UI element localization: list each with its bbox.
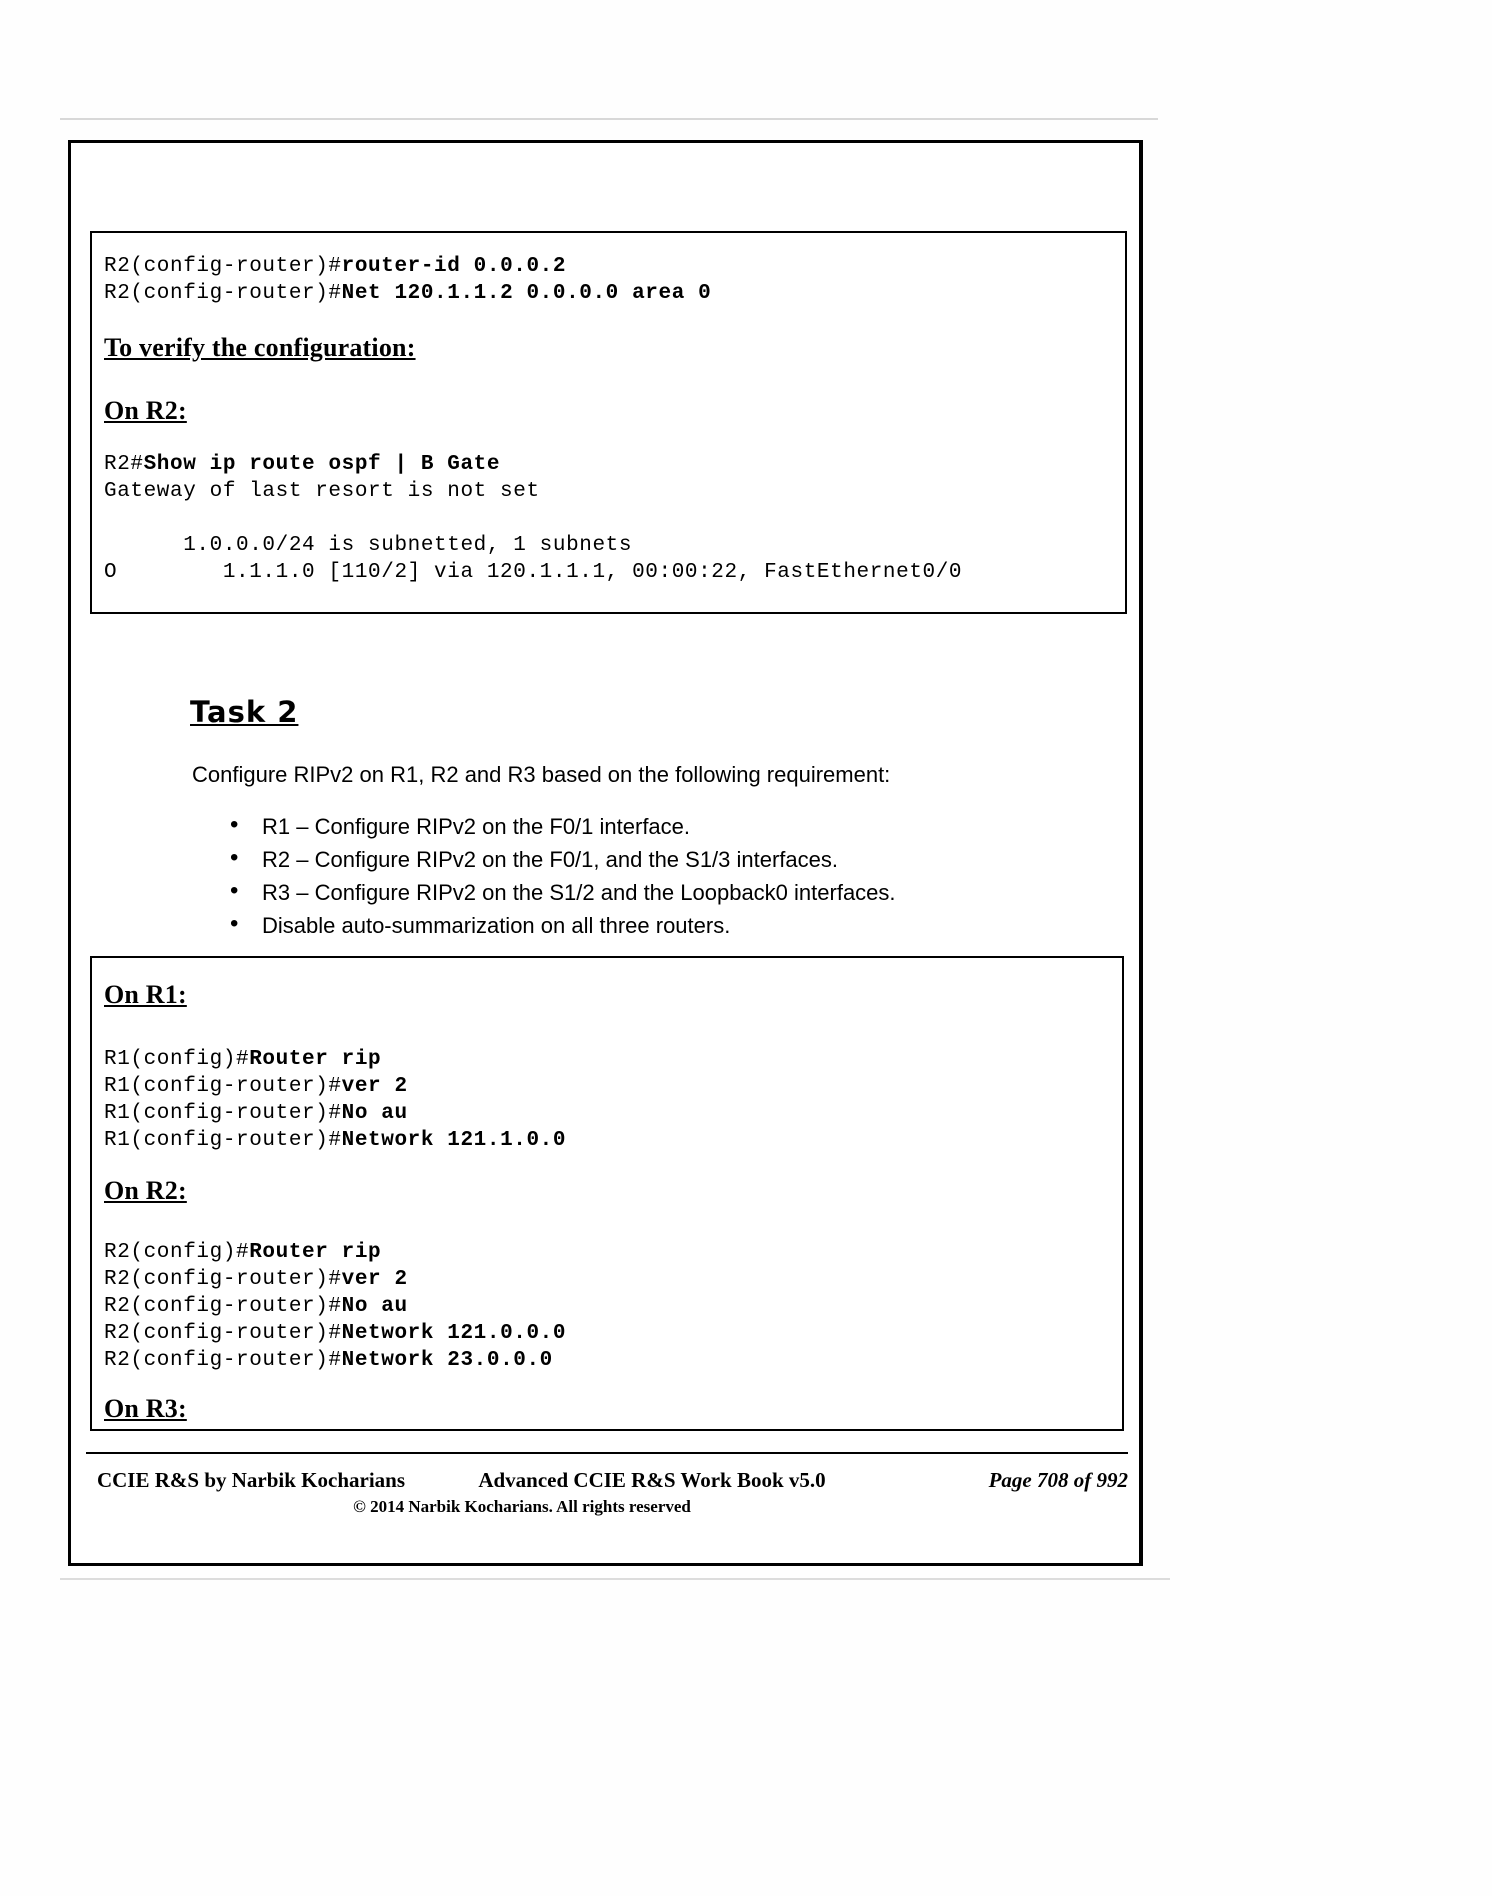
cli-output-line: 1.0.0.0/24 is subnetted, 1 subnets: [104, 534, 633, 557]
code-block-rip-config: [90, 956, 1124, 1431]
cli-line: R2(config-router)#Net 120.1.1.2 0.0.0.0 area 0: [104, 282, 712, 305]
cli-line: R2#Show ip route ospf | B Gate: [104, 453, 501, 476]
heading-on-r1: On R1:: [104, 980, 187, 1009]
cli-line: R2(config-router)#Network 23.0.0.0: [104, 1349, 553, 1372]
cli-line: R2(config-router)#ver 2: [104, 1268, 408, 1291]
footer-copyright: © 2014 Narbik Kocharians. All rights reserved: [353, 1497, 691, 1516]
cli-line: R1(config-router)#No au: [104, 1102, 408, 1125]
cli-line: R2(config-router)#router-id 0.0.0.2: [104, 255, 567, 278]
footer-page-number: Page 708 of 992: [988, 1468, 1128, 1492]
cli-line: R1(config-router)#ver 2: [104, 1075, 408, 1098]
page-footer: [86, 1468, 1128, 1517]
scan-edge-bottom: [60, 1578, 1170, 1580]
task-title: Task 2: [190, 695, 299, 729]
footer-author: CCIE R&S by Narbik Kocharians: [96, 1468, 406, 1492]
cli-line: R2(config-router)#Network 121.0.0.0: [104, 1322, 567, 1345]
cli-line: R1(config)#Router rip: [104, 1048, 382, 1071]
list-item: • Disable auto-summarization on all three routers.: [222, 909, 1102, 942]
heading-on-r2: On R2:: [104, 1176, 187, 1205]
scan-edge-top: [60, 118, 1158, 120]
list-item: • R2 – Configure RIPv2 on the F0/1, and the S1/3 interfaces.: [222, 843, 1102, 876]
list-item: • R1 – Configure RIPv2 on the F0/1 interface.: [222, 810, 1102, 843]
heading-verify-configuration: To verify the configuration:: [104, 333, 416, 362]
cli-output-line: Gateway of last resort is not set: [104, 480, 540, 503]
heading-on-r3: On R3:: [104, 1394, 187, 1423]
footer-book-title: Advanced CCIE R&S Work Book v5.0: [478, 1468, 826, 1492]
footer-divider: [86, 1452, 1128, 1454]
heading-on-r2: On R2:: [104, 396, 187, 425]
cli-output-line: O 1.1.1.0 [110/2] via 120.1.1.1, 00:00:22, FastEthernet0/0: [104, 561, 963, 584]
cli-line: R2(config)#Router rip: [104, 1241, 382, 1264]
cli-line: R2(config-router)#No au: [104, 1295, 408, 1318]
code-block-ospf-config: [90, 231, 1127, 614]
cli-line: R1(config-router)#Network 121.1.0.0: [104, 1129, 567, 1152]
task-intro-text: Configure RIPv2 on R1, R2 and R3 based on the following requirement:: [192, 762, 891, 787]
list-item: • R3 – Configure RIPv2 on the S1/2 and the Loopback0 interfaces.: [222, 876, 1102, 909]
task-requirements-list: [192, 810, 1102, 942]
